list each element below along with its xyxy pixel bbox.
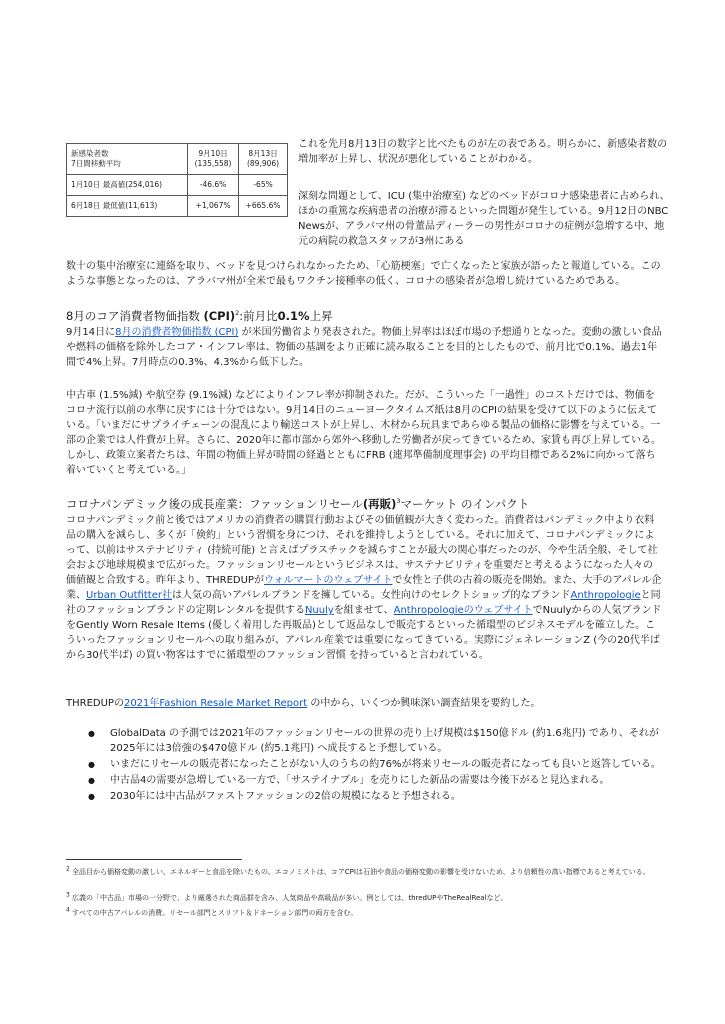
title-text: コロナパンデミック後の成長産業：ファッションリセール — [66, 497, 363, 511]
list-item: ● いまだにリセールの販売者になったことがない人のうちの約76%が将来リセールの販売者になっても良いと返答している。 — [66, 757, 662, 772]
resale-paragraph-2 — [66, 696, 662, 711]
table-cell: +1,067% — [188, 196, 239, 217]
table-cell: 6月18日 最低値(11,613) — [67, 196, 188, 217]
table-cell: -46.6% — [188, 175, 239, 196]
title-text: マーケット のインパクト — [400, 497, 530, 511]
footnote-number: 2 — [66, 865, 70, 873]
cpi-report-link[interactable]: 8月の消費者物価指数 (CPI) — [115, 327, 239, 338]
anthropologie-website-link[interactable]: Anthropologieのウェブサイト — [393, 605, 533, 616]
nuuly-link[interactable]: Nuuly — [304, 605, 334, 616]
footnote-3 — [66, 893, 662, 904]
table-header-cell: 9月10日 (135,558) — [188, 144, 239, 175]
table-header-cell: 新感染者数 7日間移動平均 — [67, 144, 188, 175]
text: を組ませて、 — [333, 605, 394, 616]
footnote-number: 4 — [66, 906, 70, 914]
intro-paragraph-1: これを先月8月13日の数字と比べたものが左の表である。明らかに、新感染者数の増加率が上昇し、状況が悪化していることがわかる。 — [298, 139, 668, 165]
resale-report-link[interactable]: 2021年Fashion Resale Market Report — [123, 698, 308, 709]
text: 9月14日に — [66, 327, 116, 338]
table-cell: 1月10日 最高値(254,016) — [67, 175, 188, 196]
title-text: 上昇 — [309, 309, 333, 323]
table-header-cell: 8月13日 (89,906) — [239, 144, 288, 175]
resale-section-title — [66, 497, 529, 512]
footnote-4 — [66, 908, 662, 919]
footnote-divider — [66, 859, 242, 860]
footnote-text: 広義の「中古品」市場の一分野で、より厳選された商品群を含み、人気商品や高級品が多い。例としては、thredUPやTheRealRealなど。 — [69, 894, 508, 902]
footnote-number: 3 — [66, 891, 70, 899]
table-row — [67, 196, 288, 217]
title-bold: (再販) — [362, 497, 397, 511]
findings-list — [66, 726, 662, 805]
text: が米国労働省より発表された。物価上昇率はほぼ市場の予想通りとなった。変動の激しい食品や燃料の価格を除外したコア・インフレ率は、物価の基調をより正確に読み取ることを目的としたもので、前月比で0.1%、過去1年間で4%上昇。7月時点の0.3%、4.3%から低下した。 — [66, 327, 662, 368]
footnote-text: すべての中古アパレルの消費。リセール部門とスリフト＆ドネーション部門の両方を含む。 — [69, 909, 358, 917]
anthropologie-link[interactable]: Anthropologie — [570, 590, 641, 601]
title-bold: (CPI) — [203, 309, 236, 323]
text: THREDUPの — [66, 698, 124, 709]
table-row — [67, 175, 288, 196]
cpi-paragraph-2: 中古車 (1.5%減) や航空券 (9.1%減) などによりインフレ率が抑制された。だが、こういった「一過性」のコストだけでは、物価をコロナ流行以前の水準に戻すには十分ではない。9月14日のニューヨークタイムズ紙は8月のCPIの結果を受けて以下のように伝えている。「いまだにサプライチェーンの混乱により輸送コストが上昇し、木材から玩具まであらゆる製品の価格に影響を与えている。一部の企業では人件費が上昇。さらに、2020年に都市部から郊外へ移動した労働者が戻ってきているため、家賃も再び上昇している。しかし、政策立案者たちは、年間の物価上昇が時間の経過とともにFRB (連邦準備制度理事会) の平均目標である2%に向かって落ち着いていくと考えている。」 — [66, 390, 662, 476]
footnote-ref: 3 — [396, 497, 401, 506]
table-cell: +665.6% — [239, 196, 288, 217]
text: で女性と子供の古着の販売を開始。また、大手のアパレル企業、 — [66, 575, 662, 601]
walmart-website-link[interactable]: ウォルマートのウェブサイト — [263, 575, 393, 586]
text: は人気の高いアパレルブランドを擁している。女性向けのセレクトショップ的なブランド — [171, 590, 571, 601]
table-cell: -65% — [239, 175, 288, 196]
list-item: ● 2030年には中古品がファストファッションの2倍の規模になると予想される。 — [66, 789, 662, 804]
title-text: :前月比 — [239, 309, 278, 323]
text: コロナパンデミック前と後ではアメリカの消費者の購買行動およびその価値観が大きく変わった。消費者はパンデミック中より衣料品の購入を減らし、多くが「倹約」という習慣を身につけ、それを維持しようとしている。それに加えて、コロナパンデミックによって、以前はサステナビリティ (持続可能) と言えばプラスチックを減らすことが最大の関心事だったのが、今や生活全般、そして社会および地球規模まで広がった。ファッションリセールというビジネスは、サステナビリティを重要だと考えるようになった人々の価値観と合致する。昨年より、THREDUPが — [66, 515, 658, 586]
intro-paragraph-2b: 数十の集中治療室に連絡を取り、ベッドを見つけられなかったため、「心筋梗塞」で亡くなったと家族が語ったと報道している。このような事態となったのは、アラバマ州が全米で最もワクチン接種率の低く、コロナの感染者が急増し続けているためである。 — [66, 261, 661, 287]
text: でNuulyからの人気ブランドをGently Worn Resale Items (優しく着用した再販品)として返品なしで販売するといった循環型のビジネスモデルを確立した。こういったファッションリセールへの取り組みが、アパレル産業では重要になってきている。実際にジェネレーションZ (今の20代半ばから30代半ば) の買い物客はすでに循環型のファッション習慣 を持っていると言われている。 — [66, 605, 662, 661]
list-item: ● 中古品4の需要が急増している一方で、「サステイナブル」を売りにした新品の需要は今後下がると見込まれる。 — [66, 773, 662, 788]
cpi-section-title — [66, 309, 333, 324]
table-row — [67, 144, 288, 175]
cpi-paragraph-1 — [66, 325, 662, 370]
text: の中から、いくつか興味深い調査結果を要約した。 — [307, 698, 541, 709]
text: と同社のファッションブランドの定期レンタルを提供する — [66, 590, 661, 616]
covid-case-table — [66, 143, 288, 217]
list-item: ● GlobalData の予測では2021年のファッションリセールの世界の売り上げ規模は$150億ドル (約1.6兆円) であり、それが2025年には3倍強の$470億ドル (約5.1兆円) へ成長すると予想している。 — [66, 726, 662, 756]
title-bold: 0.1% — [277, 309, 310, 323]
footnote-text: 全品目から価格変動の激しい、エネルギーと食品を除いたもの。エコノミストは、コアCPIは石油や食品の価格変動の影響を受けないため、より信頼性の高い指標であると考えている。 — [69, 868, 650, 876]
urban-outfitters-link[interactable]: Urban Outfitter社 — [86, 590, 172, 601]
footnote-2 — [66, 867, 662, 878]
intro-paragraph-2a: 深刻な問題として、ICU (集中治療室) などのベッドがコロナ感染患者に占められ、ほかの重篤な疾病患者の治療が滞るといった問題が発生している。9月12日のNBC Newsが、アラバマ州の骨董品ディーラーの男性がコロナの症例が急増する中、地元の病院の救急スタッフが3州にある — [298, 191, 670, 247]
footnote-ref: 2 — [235, 309, 240, 318]
resale-paragraph-1 — [66, 513, 662, 663]
title-text: 8月のコア消費者物価指数 — [66, 309, 204, 323]
